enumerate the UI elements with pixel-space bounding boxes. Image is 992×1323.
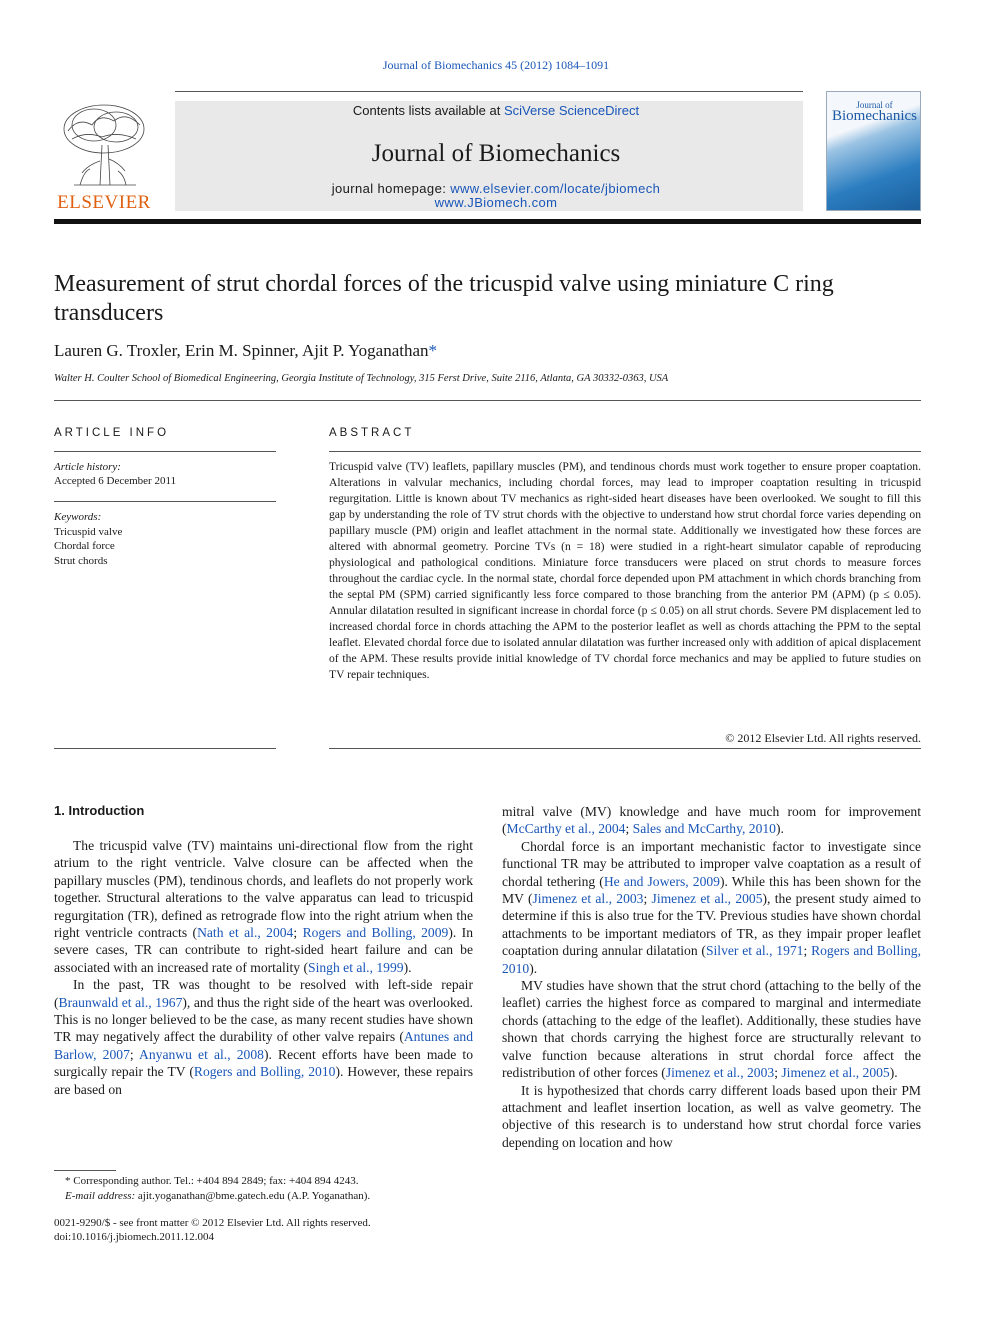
citation-link[interactable]: Silver et al., 1971 xyxy=(705,943,804,959)
cover-title xyxy=(829,100,920,122)
citation-link[interactable]: Singh et al., 1999 xyxy=(308,959,404,975)
email-footnote xyxy=(54,1189,370,1204)
footnotes xyxy=(54,1174,370,1204)
paragraph-text: ). xyxy=(775,821,784,837)
body-paragraph xyxy=(502,977,921,1081)
paragraph-text: ; xyxy=(803,943,812,959)
citation-link[interactable]: Jimenez et al., 2005 xyxy=(781,1065,890,1081)
keyword-item: Chordal force xyxy=(54,540,115,552)
paragraph-text: ). In severe cases, TR can contribute to right-sided heart failure and can be associated with an increased rate of mortality ( xyxy=(54,925,473,975)
paragraph-text: ). xyxy=(403,959,412,975)
body-paragraph xyxy=(502,803,921,838)
citation-link[interactable]: Braunwald et al., 1967 xyxy=(58,994,183,1010)
keywords xyxy=(54,510,122,568)
journal-name: Journal of Biomechanics xyxy=(371,140,621,167)
paragraph-text: ; xyxy=(625,821,633,837)
authors-names: Lauren G. Troxler, Erin M. Spinner, Ajit P. Yoganathan xyxy=(54,341,429,360)
section-heading-introduction: 1. Introduction xyxy=(54,803,145,818)
article-history-label: Article history: xyxy=(54,461,121,473)
article-history-value: Accepted 6 December 2011 xyxy=(54,475,177,487)
body-right-column xyxy=(502,803,921,1151)
paragraph-text: ), the present study aimed to determine if this is also true for the TV. Previous studies have shown chordal attachments to be important mediators of TR, as they impair proper leaflet coaptation during annular dilatation ( xyxy=(502,891,921,959)
header-thick-rule xyxy=(54,219,921,224)
doi-line: doi:10.1016/j.jbiomech.2011.12.004 xyxy=(54,1231,214,1243)
email-address: ajit.yoganathan@bme.gatech.edu (A.P. Yoganathan). xyxy=(135,1190,371,1202)
citation-link[interactable]: Anyanwu et al., 2008 xyxy=(139,1046,264,1062)
paragraph-text: ), and thus the right side of the heart was overlooked. This is no longer believed to be the case, as many recent studies have shown TR may negatively affect the durability of other valve repairs ( xyxy=(54,994,473,1045)
paragraph-text: The tricuspid valve (TV) maintains uni-directional flow from the right atrium to the right ventricle. Valve closure can be affected when the papillary muscles (PM), tendinous chords, and leaflets do not properly work together. Structural alterations to the valve apparatus can lead to tricuspid regurgitation (TR), defined as retrograde flow into the right atrium when the right ventricle contracts ( xyxy=(54,838,473,941)
paragraph-text: ). However, these repairs are based on xyxy=(54,1064,473,1097)
paragraph-text: It is hypothesized that chords carry different loads based upon their PM attachment and leaflet insertion location, as well as valve geometry. The objective of this research is to understand how strut chordal force varies depending on location and how xyxy=(502,1082,921,1150)
paragraph-text: MV studies have shown that the strut chord (attaching to the belly of the leaflet) carries the highest force as compared to marginal and intermediate chords (attaching to the edge of the leaflet). Additionally, these studies have shown that chords carrying the highest force are structurally relevant to valve function because alterations in strut chordal force affect the redistribution of other forces ( xyxy=(502,978,921,1081)
affiliation-rule xyxy=(54,400,921,401)
email-label: E-mail address: xyxy=(65,1190,136,1202)
citation-link[interactable]: Rogers and Bolling, 2010 xyxy=(502,943,921,976)
contents-prefix: Contents lists available at xyxy=(352,103,504,118)
article-history xyxy=(54,460,176,488)
abstract-copyright: © 2012 Elsevier Ltd. All rights reserved. xyxy=(725,731,921,745)
article-info-bottom-rule xyxy=(54,748,276,749)
article-title: Measurement of strut chordal forces of the tricuspid valve using miniature C ring transducers xyxy=(54,271,834,326)
abstract-bottom-rule xyxy=(329,748,921,749)
paragraph-text: ; xyxy=(293,925,303,941)
paragraph-text: ). Recent efforts have been made to surgically repair the TV ( xyxy=(54,1046,474,1080)
citation-link[interactable]: Nath et al., 2004 xyxy=(197,925,294,941)
citation-link[interactable]: Jimenez et al., 2005 xyxy=(651,891,763,907)
body-paragraph xyxy=(54,837,473,976)
abstract-text: Tricuspid valve (TV) leaflets, papillary muscles (PM), and tendinous chords must work together to ensure proper coaptation. Alterations in valvular mechanics, including chordal forces, may lead to improper coaptation resulting in tricuspid regurgitation. Little is known about TV mechanics as right-sided heart diseases have been overlooked. We sought to fill this gap by understanding the role of TV strut chords with the objective to understand how strut chordal force varies depending on papillary muscle (PM) origin and leaflet attachment in the normal state. Additionally we investigated how these forces are altered with abnormal geometry. Porcine TVs (n = 18) were studied in a right-heart simulator capable of reproducing physiological and pathological conditions. Miniature force transducers were placed on strut chords to measure forces throughout the cardiac cycle. In the normal state, chordal force depended upon PM attachment in which chords branching from the septal PM (SPM) carried significantly less force compared to those branching from the anterior PM (APM) (p ≤ 0.05). Annular dilatation resulted in significant increase in chordal force (p ≤ 0.05) on all strut chords. Severe PM displacement led to increased chordal force in chords attaching the APM to the posterior leaflet as well as chords attaching the PPM to the septal leaflet. Elevated chordal force due to isolated annular dilatation was further increased only with addition of apical displacement of the APM. These results provide initial knowledge of TV chordal force mechanics and may be applied to future studies on TV repair techniques. xyxy=(329,460,921,681)
citation-link[interactable]: Rogers and Bolling, 2010 xyxy=(193,1064,336,1080)
article-info-rule xyxy=(54,451,276,452)
body-paragraph xyxy=(54,976,473,1098)
issn-line: 0021-9290/$ - see front matter © 2012 Elsevier Ltd. All rights reserved. xyxy=(54,1217,371,1229)
body-paragraph xyxy=(502,838,921,977)
citation-link[interactable]: Sales and McCarthy, 2010 xyxy=(632,821,776,837)
citation-link[interactable]: Jimenez et al., 2003 xyxy=(532,891,644,907)
corresponding-author-mark[interactable]: * xyxy=(428,341,438,360)
homepage-label: journal homepage: xyxy=(331,181,451,196)
article-info-heading: ARTICLE INFO xyxy=(54,427,170,439)
keywords-rule xyxy=(54,501,276,502)
abstract-rule xyxy=(329,451,921,452)
keyword-item: Tricuspid valve xyxy=(54,525,123,538)
author-list xyxy=(54,341,437,361)
paragraph-text: ). xyxy=(529,960,538,976)
paragraph-text: ). xyxy=(889,1065,898,1081)
abstract-heading: ABSTRACT xyxy=(329,427,415,439)
paragraph-text: mitral valve (MV) knowledge and have much room for improvement ( xyxy=(502,804,921,837)
keywords-label: Keywords: xyxy=(54,511,102,523)
paragraph-text: In the past, TR was thought to be resolved with left-side repair ( xyxy=(54,977,473,1010)
citation-link[interactable]: Antunes and Barlow, 2007 xyxy=(54,1029,473,1062)
body-paragraph xyxy=(502,1082,921,1152)
paragraph-text: ). While this has been shown for the MV ( xyxy=(502,873,922,907)
citation-link[interactable]: Jimenez et al., 2003 xyxy=(665,1065,775,1081)
citation-link[interactable]: McCarthy et al., 2004 xyxy=(506,821,626,837)
header-top-rule xyxy=(175,91,803,92)
sciverse-sciencedirect-link[interactable]: SciVerse ScienceDirect xyxy=(503,103,640,118)
body-left-column xyxy=(54,837,473,1098)
corresponding-author-footnote: * Corresponding author. Tel.: +404 894 2849; fax: +404 894 4243. xyxy=(65,1175,359,1187)
citation-link[interactable]: Rogers and Bolling, 2009 xyxy=(302,925,449,941)
keyword-item: Strut chords xyxy=(54,554,108,567)
paragraph-text: ; xyxy=(129,1046,140,1062)
journal-cover-thumbnail[interactable] xyxy=(826,91,921,211)
paragraph-text: Chordal force is an important mechanistic factor to investigate since functional TR may be attributed to improper valve coaptation as a result of chordal tethering ( xyxy=(502,838,921,889)
paragraph-text: ; xyxy=(774,1065,782,1081)
citation-link[interactable]: He and Jowers, 2009 xyxy=(603,873,720,889)
issn-block xyxy=(54,1216,371,1244)
footnote-rule xyxy=(54,1170,116,1171)
homepage-url-elsevier[interactable]: www.elsevier.com/locate/jbiomech xyxy=(450,181,661,196)
paragraph-text: ; xyxy=(643,891,652,907)
journal-reference-link[interactable]: Journal of Biomechanics 45 (2012) 1084–1091 xyxy=(382,58,610,72)
cover-title-line2: Biomechanics xyxy=(832,108,917,124)
homepage-url-jbiomech[interactable]: www.JBiomech.com xyxy=(434,195,558,210)
elsevier-wordmark: ELSEVIER xyxy=(57,192,151,213)
author-affiliation: Walter H. Coulter School of Biomedical Engineering, Georgia Institute of Technology, 315 Ferst Drive, Suite 2116, Atlanta, GA 30332-0363, USA xyxy=(54,373,669,384)
cover-title-line1: Journal of xyxy=(856,100,893,110)
